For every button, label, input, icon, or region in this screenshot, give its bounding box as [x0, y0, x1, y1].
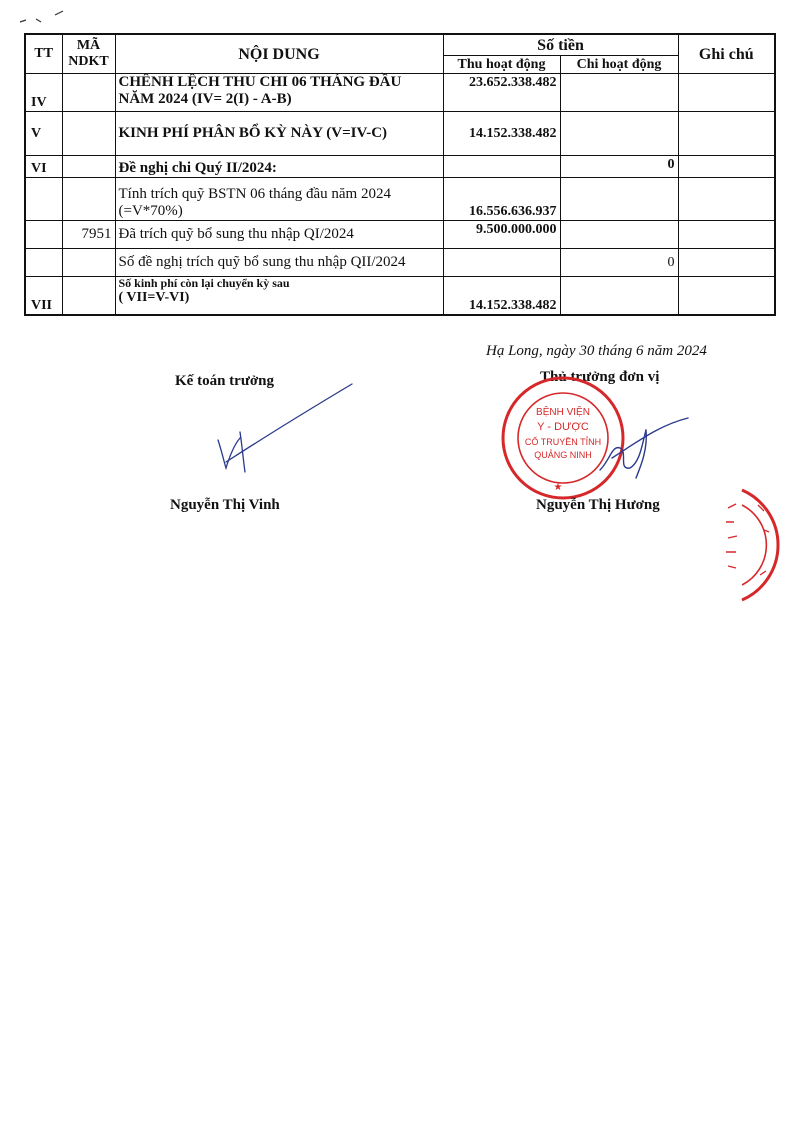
stamp-line2: Y - DƯỢC — [537, 421, 589, 433]
unit-head-name: Nguyễn Thị Hương — [536, 497, 660, 513]
row-tt: IV — [25, 74, 62, 112]
organization-stamp — [503, 378, 623, 498]
row-content-line2: NĂM 2024 (IV= 2(I) - A-B) — [118, 91, 292, 107]
row-content: Đã trích quỹ bổ sung thu nhập QI/2024 — [115, 221, 443, 249]
row-thu: 23.652.338.482 — [443, 74, 560, 112]
row-chi: 0 — [560, 249, 678, 277]
row-content-line2: (=V*70%) — [118, 203, 183, 219]
row-thu: 14.152.338.482 — [443, 277, 560, 315]
place-date: Hạ Long, ngày 30 tháng 6 năm 2024 — [486, 343, 707, 359]
stamp-star-icon: ★ — [553, 482, 563, 493]
chief-accountant-name: Nguyễn Thị Vinh — [170, 497, 280, 513]
unit-head-title: Thủ trưởng đơn vị — [540, 369, 660, 385]
row-tt: V — [25, 112, 62, 156]
stamp-line1: BỆNH VIỆN — [536, 407, 590, 418]
chief-accountant-signature — [218, 384, 352, 472]
row-tt: VI — [25, 156, 62, 178]
scan-mark — [20, 11, 63, 22]
row-content-line2: ( VII=V-VI) — [118, 290, 190, 305]
partial-stamp — [726, 490, 778, 600]
header-ma-line1: MÃ — [76, 38, 101, 53]
chief-accountant-title: Kế toán trưởng — [175, 373, 274, 389]
row-content: KINH PHÍ PHÂN BỔ KỲ NÀY (V=IV-C) — [115, 112, 443, 156]
row-content-line1: CHÊNH LỆCH THU CHI 06 THÁNG ĐẦU — [118, 74, 402, 90]
row-content: Đề nghị chi Quý II/2024: — [115, 156, 443, 178]
header-ghi-chu: Ghi chú — [678, 34, 775, 74]
header-so-tien: Số tiền — [443, 34, 678, 56]
row-content-line1: Số kinh phí còn lại chuyển kỳ sau — [118, 276, 290, 290]
header-thu-hoat-dong: Thu hoạt động — [443, 56, 560, 74]
row-thu: 9.500.000.000 — [443, 221, 560, 249]
row-content: Số đề nghị trích quỹ bổ sung thu nhập QII/2024 — [115, 249, 443, 277]
header-noi-dung: NỘI DUNG — [115, 34, 443, 74]
stamp-line3: CỔ TRUYỀN TỈNH — [524, 437, 602, 447]
row-ma: 7951 — [62, 221, 115, 249]
row-tt: VII — [25, 277, 62, 315]
row-content-line1: Tính trích quỹ BSTN 06 tháng đầu năm 2024 — [118, 186, 391, 202]
row-thu: 16.556.636.937 — [443, 178, 560, 221]
header-tt: TT — [25, 34, 62, 74]
header-ma-line2: NDKT — [68, 54, 109, 69]
row-chi: 0 — [560, 156, 678, 178]
stamp-line4: QUẢNG NINH — [534, 450, 592, 460]
header-chi-hoat-dong: Chi hoạt động — [560, 56, 678, 74]
row-thu: 14.152.338.482 — [443, 112, 560, 156]
